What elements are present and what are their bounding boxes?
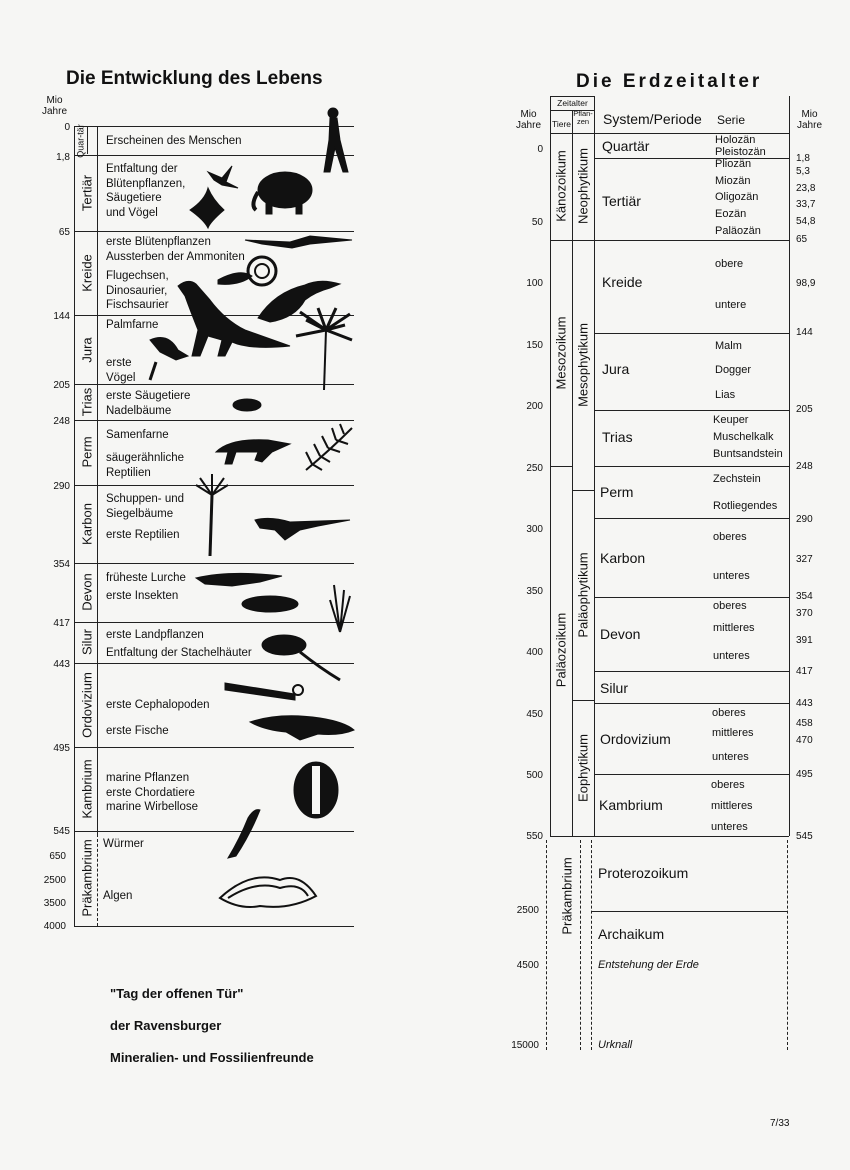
- left-title: Die Entwicklung des Lebens: [66, 68, 323, 89]
- tick: 300: [526, 524, 543, 535]
- series: obere: [715, 258, 744, 270]
- tick: 354: [53, 559, 70, 570]
- period-kambrium: Kambrium: [599, 797, 663, 813]
- tick: 470: [796, 735, 813, 746]
- tick: 443: [53, 659, 70, 670]
- period-kambrium: Kambrium: [79, 759, 95, 819]
- period-devon: Devon: [600, 626, 641, 642]
- period-quartaer: Quartär: [602, 138, 650, 154]
- series: Rotliegendes: [713, 500, 778, 512]
- period-silur: Silur: [600, 680, 629, 696]
- tick: 0: [537, 144, 543, 155]
- period-trias: Trias: [79, 387, 95, 417]
- event-kambrium: marine Pflanzen erste Chordatiere marine Wirbellose: [106, 772, 199, 813]
- event-karbon-1: Schuppen- und Siegelbäume: [106, 493, 185, 520]
- tick: 2500: [516, 905, 539, 916]
- tick: 417: [53, 618, 70, 629]
- plant-devon-icon: [330, 585, 350, 632]
- event-algen: Algen: [103, 890, 133, 902]
- event-ordovizium-1: erste Cephalopoden: [106, 699, 210, 711]
- tick: 1,8: [56, 152, 70, 163]
- tick: 50: [531, 217, 543, 228]
- series-quartaer: Holozän Pleistozän: [715, 134, 766, 158]
- pterosaur-icon: [245, 236, 352, 248]
- period-tertiaer: Tertiär: [79, 174, 95, 212]
- tick: 205: [796, 404, 813, 415]
- cephalopod-icon: [225, 683, 303, 700]
- footer-line-2: der Ravensburger: [110, 1018, 222, 1033]
- bird-icon: [208, 166, 238, 188]
- series: Pliozän: [715, 158, 752, 170]
- event-entstehung-erde: Entstehung der Erde: [598, 959, 699, 971]
- period-karbon: Karbon: [79, 503, 95, 545]
- era-mesophytikum: Mesophytikum: [575, 323, 591, 407]
- era-mesozoikum: Mesozoikum: [553, 316, 569, 390]
- era-neophytikum: Neophytikum: [575, 148, 591, 224]
- tick: 354: [796, 591, 813, 602]
- period-tertiaer: Tertiär: [602, 193, 641, 209]
- series: oberes: [711, 779, 745, 791]
- tick: 443: [796, 698, 813, 709]
- tick: 205: [53, 380, 70, 391]
- tick: 248: [53, 416, 70, 427]
- period-praekambrium: Präkambrium: [79, 839, 95, 917]
- series: Buntsandstein: [713, 448, 783, 460]
- tick: 290: [796, 514, 813, 525]
- lizard-icon: [255, 518, 350, 540]
- tick: 200: [526, 401, 543, 412]
- insect-icon: [242, 596, 298, 612]
- reptile-perm-icon: [216, 440, 290, 464]
- series: unteres: [712, 751, 749, 763]
- amphibian-icon: [196, 573, 282, 586]
- tick: 65: [58, 227, 70, 238]
- tree-karbon-icon: [196, 474, 228, 556]
- era-palaeophytikum: Paläophytikum: [575, 552, 591, 638]
- tick: 545: [53, 826, 70, 837]
- mammoth-icon: [253, 172, 312, 214]
- event-ordovizium-2: erste Fische: [106, 725, 169, 737]
- series: unteres: [713, 650, 750, 662]
- series: Miozän: [715, 175, 751, 187]
- tick: 33,7: [796, 199, 816, 210]
- era-kaenozoikum: Känozoikum: [553, 150, 569, 222]
- tick: 65: [796, 234, 808, 245]
- period-quartaer: Quar-tär: [75, 124, 86, 158]
- event: Erscheinen des Menschen: [106, 135, 242, 147]
- tick: 1,8: [796, 153, 810, 164]
- tick: 2500: [43, 875, 66, 886]
- event-silur: erste Landpflanzen Entfaltung der Stachelhäuter: [106, 629, 252, 659]
- series: Keuper: [713, 414, 749, 426]
- header-system: System/Periode: [603, 111, 702, 127]
- tick: 417: [796, 666, 813, 677]
- bird-archaeopteryx-icon: [150, 338, 188, 380]
- event-jura-1: Palmfarne: [106, 319, 159, 331]
- right-axis-right: Mio Jahre: [797, 109, 823, 131]
- tick: 0: [64, 122, 70, 133]
- event-wuermer: Würmer: [103, 838, 144, 850]
- series: mittleres: [711, 800, 753, 812]
- series: oberes: [713, 600, 747, 612]
- tick: 370: [796, 608, 813, 619]
- series: Lias: [715, 389, 736, 401]
- tick: 495: [796, 769, 813, 780]
- left-axis-label: Mio Jahre: [42, 95, 68, 117]
- series: untere: [715, 299, 747, 311]
- period-archaikum: Archaikum: [598, 926, 665, 942]
- header-zeitalter: Zeitalter: [557, 98, 588, 108]
- era-palaeozoikum: Paläozoikum: [553, 612, 569, 688]
- tick: 144: [53, 311, 70, 322]
- period-karbon: Karbon: [600, 550, 646, 566]
- period-perm: Perm: [79, 436, 95, 468]
- tick: 495: [53, 743, 70, 754]
- period-devon: Devon: [79, 573, 95, 611]
- period-kreide: Kreide: [602, 274, 643, 290]
- tick: 250: [526, 463, 543, 474]
- series: Muschelkalk: [713, 431, 774, 443]
- worm-icon: [228, 810, 260, 858]
- trilobite-icon: [294, 762, 338, 818]
- right-axis-left: Mio Jahre: [516, 109, 542, 131]
- header-tiere: Tiere: [551, 119, 572, 129]
- tick: 550: [526, 831, 543, 842]
- series: oberes: [713, 531, 747, 543]
- period-trias: Trias: [602, 429, 633, 445]
- tick: 500: [526, 770, 543, 781]
- period-ordovizium: Ordovizium: [600, 731, 671, 747]
- tick: 98,9: [796, 278, 816, 289]
- era-praekambrium: Präkambrium: [559, 857, 575, 935]
- tick: 23,8: [796, 183, 816, 194]
- series: Paläozän: [715, 225, 761, 237]
- event-kreide-1: erste Blütenpflanzen Aussterben der Ammoniten: [106, 236, 245, 263]
- tick: 450: [526, 709, 543, 720]
- tick: 4000: [43, 921, 66, 932]
- event-devon: früheste Lurche erste Insekten: [106, 572, 186, 602]
- human-icon: [324, 108, 348, 172]
- ichthyosaur-icon: [258, 281, 340, 322]
- tick: 100: [526, 278, 543, 289]
- event-perm-1: Samenfarne: [106, 429, 169, 441]
- event-trias: erste Säugetiere Nadelbäume: [106, 390, 191, 417]
- event-jura-2: erste Vögel: [106, 357, 136, 384]
- event-urknall: Urknall: [598, 1039, 633, 1051]
- header-serie: Serie: [717, 113, 746, 127]
- series: mittleres: [712, 727, 754, 739]
- footer-line-3: Mineralien- und Fossilienfreunde: [110, 1050, 314, 1065]
- series: unteres: [713, 570, 750, 582]
- tick: 54,8: [796, 216, 816, 227]
- series: unteres: [711, 821, 748, 833]
- series: oberes: [712, 707, 746, 719]
- period-proterozoikum: Proterozoikum: [598, 865, 689, 881]
- period-ordovizium: Ordovizium: [79, 672, 95, 738]
- series: Dogger: [715, 364, 752, 376]
- tick: 327: [796, 554, 813, 565]
- event-tertiaer: Entfaltung der Blütenpflanzen, Säugetiere und Vögel: [106, 163, 186, 219]
- tick: 650: [49, 851, 66, 862]
- series: Oligozän: [715, 191, 759, 203]
- period-jura: Jura: [79, 337, 95, 363]
- leaf-icon: [190, 188, 224, 228]
- period-jura: Jura: [602, 361, 630, 377]
- tick: 144: [796, 327, 813, 338]
- tick: 5,3: [796, 166, 810, 177]
- tick: 4500: [516, 960, 539, 971]
- event-perm-2: säugerähnliche Reptilien: [106, 452, 185, 479]
- footer-line-1: "Tag der offenen Tür": [110, 986, 244, 1001]
- tick: 290: [53, 481, 70, 492]
- tick: 391: [796, 635, 813, 646]
- period-silur: Silur: [79, 628, 95, 656]
- tick: 400: [526, 647, 543, 658]
- tick: 15000: [511, 1040, 539, 1051]
- tick: 248: [796, 461, 813, 472]
- fish-icon: [250, 716, 354, 740]
- period-kreide: Kreide: [79, 254, 95, 292]
- tick: 150: [526, 340, 543, 351]
- right-title: Die Erdzeitalter: [576, 71, 763, 92]
- tick: 458: [796, 718, 813, 729]
- period-perm: Perm: [600, 484, 634, 500]
- fern-icon: [306, 424, 352, 470]
- series: Malm: [715, 340, 742, 352]
- starfish-icon: [262, 635, 340, 680]
- algae-icon: [220, 877, 316, 907]
- tick: 350: [526, 586, 543, 597]
- event-karbon-2: erste Reptilien: [106, 529, 180, 541]
- header-pflanzen: Pflan-zen: [573, 109, 593, 126]
- event-kreide-2: Flugechsen, Dinosaurier, Fischsaurier: [106, 270, 169, 311]
- tick: 545: [796, 831, 813, 842]
- page-number: 7/33: [770, 1118, 790, 1129]
- mammal-icon: [233, 399, 261, 411]
- series: Eozän: [715, 208, 747, 220]
- palm-icon: [296, 308, 352, 390]
- tick: 3500: [43, 898, 66, 909]
- series: mittleres: [713, 622, 755, 634]
- ammonite-icon: [218, 257, 276, 285]
- era-eophytikum: Eophytikum: [575, 734, 591, 802]
- series: Zechstein: [713, 473, 761, 485]
